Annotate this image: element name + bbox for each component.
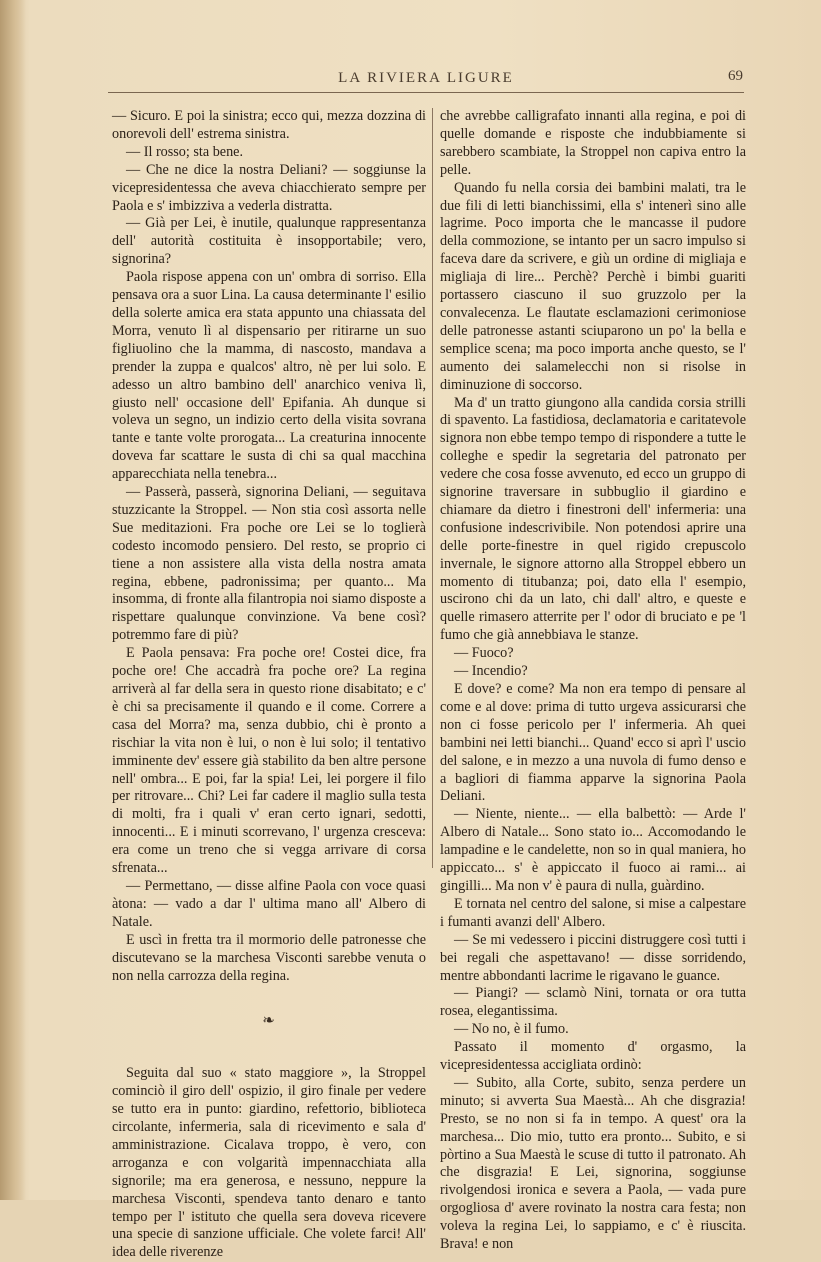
paragraph: — Niente, niente... — ella balbettò: — Arde l' Albero di Natale... Sono stato io... Accomodando le lampadine e le candelette, non so in qual maniera, ho appiccato... s' è appiccato il fuoco ai rami... ai gingilli... Ma non v' è paura di nulla, guàrdino.	[440, 806, 746, 894]
right-column	[440, 108, 746, 1254]
paragraph: Ma d' un tratto giungono alla candida corsia strilli di spavento. La fastidiosa, declamatoria e caritatevole signora non ebbe tempo tempo di rispondere a tutte le colleghe e spedir la segretaria del patronato per vedere che cosa fosse avvenuto, ed ecco un gruppo di signorine traversare in subbuglio il giardino e chiamare da dietro i finestroni dell' infermeria: una confusione indescrivibile. Non potendosi aprire una delle porte-finestre in quel rigido crepuscolo invernale, le signore attorno alla Stroppel ebbero un momento di titubanza; poi, dato ella l' esempio, uscirono chi da un lato, chi dall' altro, e queste e quelle rimasero atterrite per l' odor di bruciato e pe 'l fumo che già annebbiava le stanze.	[440, 394, 746, 644]
paragraph: — Il rosso; sta bene.	[126, 143, 244, 160]
paragraph: Paola rispose appena con un' ombra di sorriso. Ella pensava ora a suor Lina. La causa determinante l' esilio della solerte amica era stata appunto una chiassata del Morra, venuto lì al dispensario per ritirarne un suo figliuolino che la mamma, di nascosto, mandava a prender la zuppa e qualcos' altro, nè per lui solo. E adesso un altro bambino dell' anarchico veniva lì, giusto nell' occasione dell' Epifania. Ah dunque si voleva un segno, un indizio certo della visita sovrana tante e tante volte prorogata... La creaturina innocente doveva far scattare le susta di chi sa qual macchina apparecchiata nella tenebra...	[112, 269, 426, 483]
paragraph: E tornata nel centro del salone, si mise a calpestare i fumanti avanzi dell' Albero.	[440, 895, 746, 930]
header-rule	[108, 92, 744, 93]
paragraph: — No no, è il fumo.	[454, 1021, 569, 1038]
paragraph: — Passerà, passerà, signorina Deliani, — seguitava stuzzicante la Stroppel. — Non stia così assorta nelle Sue meditazioni. Fra poche ore Lei se lo toglierà codesto incomodo pensiero. Del resto, se proprio ci tiene a non assistere alla vista della nostra amata regina, ebbene, padronissima; per quanto... Ma insomma, di fronte alla filantropia noi siamo disposte a rispettare qualunque convinzione. Va bene così? potremmo fare di più?	[112, 484, 426, 644]
paragraph: — Incendio?	[454, 663, 528, 680]
paragraph: — Già per Lei, è inutile, qualunque rappresentanza dell' autorità costituita è insopportabile; vero, signorina?	[112, 215, 426, 268]
running-head: LA RIVIERA LIGURE	[338, 70, 514, 86]
paragraph: E uscì in fretta tra il mormorio delle patronesse che discutevano se la marchesa Visconti sarebbe venuta o non nella carrozza della regina.	[112, 931, 426, 984]
paragraph: — Fuoco?	[454, 645, 514, 662]
paragraph: Seguita dal suo « stato maggiore », la Stroppel cominciò il giro dell' ospizio, il giro finale per vedere se tutto era in punto: giardino, refettorio, biblioteca circolante, infermeria, sala di ricevimento e sala d' amministrazione. Cicalava troppo, è vero, con arroganza e con volgarità impennacchiata alla signorile; ma era generosa, e nessuno, neppure la marchesa Visconti, spendeva tanto denaro e tanto tempo per l' istituto che quella sera doveva ricevere una specie di sanzione ufficiale. Che volete farci! All' idea delle riverenze	[112, 1065, 426, 1261]
page-number: 69	[728, 68, 743, 84]
paragraph: E dove? e come? Ma non era tempo di pensare al come e al dove: prima di tutto urgeva assicurarsi che non ci fosse pericolo per l' infermeria. Ah quei bambini nei letti bianchi... Quand' ecco si aprì l' uscio del salone, e in mezzo a una nuvola di fumo denso e a bagliori di fiamma apparve la signorina Paola Deliani.	[440, 681, 746, 805]
section-ornament: ❧	[262, 1013, 276, 1030]
paragraph: — Subito, alla Corte, subito, senza perdere un minuto; si avverta Sua Maestà... Ah che disgrazia! Presto, se no non si fa in tempo. A quest' ora la marchesa... Dio mio, tutto era pronto... Subito, e si pòrtino a Sua Maestà le scuse di tutto il patronato. Ah che disgrazia! E Lei, signorina, soggiunse rivolgendosi ironica e severa a Paola, — vada pure orgogliosa d' avere rovinato la nostra cara festa; non voleva la regina Lei, lo sappiamo, e c' è riuscita. Brava! e non	[440, 1074, 746, 1253]
paragraph: — Che ne dice la nostra Deliani? — soggiunse la vicepresidentessa che aveva chiacchierato sempre per Paola e s' imbizziva a vederla distratta.	[112, 161, 426, 214]
column-rule	[432, 108, 433, 868]
paragraph: Passato il momento d' orgasmo, la vicepresidentessa accigliata ordinò:	[440, 1039, 746, 1074]
paragraph: che avrebbe calligrafato innanti alla regina, e poi di quelle domande e risposte che indubbiamente si sarebbero scambiate, la Stroppel non capiva entro la pelle.	[440, 108, 746, 178]
left-column	[112, 108, 426, 1262]
paragraph: — Permettano, — disse alfine Paola con voce quasi àtona: — vado a dar l' ultima mano all' Albero di Natale.	[112, 877, 426, 930]
paragraph: Quando fu nella corsia dei bambini malati, tra le due fili di letti bianchissimi, ella s' intenerì sino alle lagrime. Poco importa che le mancasse il pudore della commozione, se intanto per un sacro impulso si faceva dare da scrivere, e giù un ordine di migliaja e migliaja di lire... Perchè? Perchè i bimbi guariti portassero ciascuno il suo gruzzolo per la convalecenza. Le flautate esclamazioni cerimoniose delle patronesse astanti sciuparono un po' la bella e semplice scena; ma poco importa anche questo, se l' aumento dei salamelecchi non si risolse in diminuzione di soccorso.	[440, 179, 746, 393]
paragraph: — Piangi? — sclamò Nini, tornata or ora tutta rosea, elegantissima.	[440, 985, 746, 1020]
page-binding-shadow	[0, 0, 26, 1200]
paragraph: — Sicuro. E poi la sinistra; ecco qui, mezza dozzina di onorevoli dell' estrema sinistra.	[112, 108, 426, 142]
paragraph: E Paola pensava: Fra poche ore! Costei dice, fra poche ore! Che accadrà fra poche ore? La regina arriverà al far della sera in questo rione disabitato; e c' è chi sa precisamente il quando e il come. Correre a casa del Morra? ma, senza dubbio, chi è pronto a rischiar la vita non è lui, o non è lui solo; il tentativo imminente dev' essere già stabilito da ben altre persone nell' ombra... E poi, far la spia! Lei, lei porgere il filo per ritrovare... Chi? Lei far cadere il maglio sulla testa di molti, fra i quali v' eran certo ignari, sedotti, innocenti... E i minuti scorrevano, l' urgenza cresceva: era come un treno che si vegga arrivare di corsa sfrenata...	[112, 645, 426, 877]
paragraph: — Se mi vedessero i piccini distruggere così tutti i bei regali che aspettavano! — disse sorridendo, mentre abbondanti lacrime le rigavano le guance.	[440, 931, 746, 984]
